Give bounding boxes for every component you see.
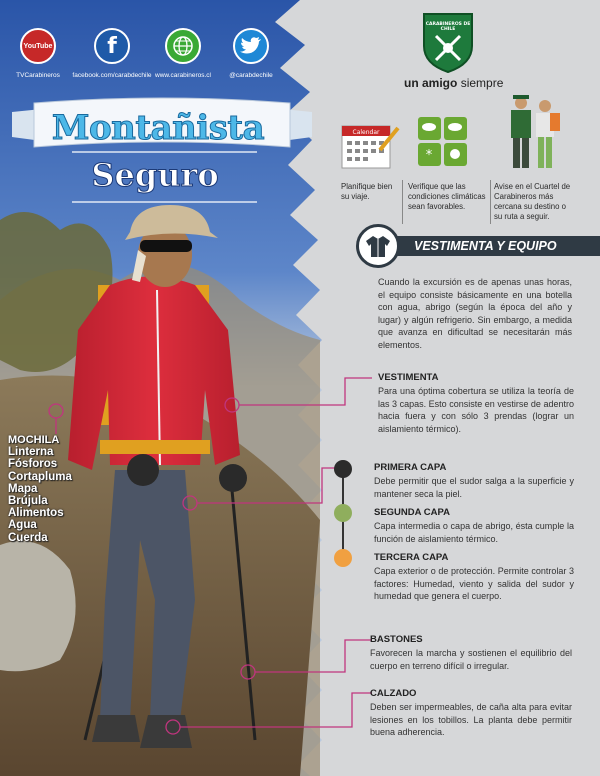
section-title: VESTIMENTA Y EQUIPO (414, 239, 557, 253)
tip-weather-text: Verifique que las condiciones climáticas sean favorables. (408, 182, 486, 211)
mochila-item: Alimentos (8, 507, 64, 520)
primera-capa-block (374, 462, 574, 500)
primera-capa-text: Debe permitir que el sudor salga a la superficie y mantener seca la piel. (374, 476, 574, 499)
vestimenta-title: VESTIMENTA (378, 372, 439, 383)
slogan-light: siempre (460, 76, 504, 90)
police-and-hiker-icon (505, 94, 563, 172)
jacket-icon (356, 224, 400, 268)
segunda-capa-text: Capa intermedia o capa de abrigo, ésta cumple la función de aislamiento térmico. (374, 521, 574, 544)
mochila-item: Fósforos (8, 458, 58, 471)
slogan (404, 76, 503, 90)
mochila-item: Cuerda (8, 531, 48, 544)
tercera-capa-text: Capa exterior o de protección. Permite controlar 3 factores: Humedad, viento y salida del sudor y humedad que genera el cuerpo. (374, 566, 574, 602)
vestimenta-block (378, 372, 574, 435)
weather-icons (417, 116, 469, 168)
mochila-item: Cortapluma (8, 470, 72, 483)
tercera-capa-dot (334, 549, 352, 567)
mochila-item: Brújula (8, 495, 48, 508)
tercera-capa-title: TERCERA CAPA (374, 552, 449, 563)
youtube-icon: YouTube (20, 28, 56, 64)
tip-divider (490, 180, 491, 224)
social-web-label: www.carabineros.cl (155, 72, 211, 79)
calzado-text: Deben ser impermeables, de caña alta para evitar lesiones en los tobillos. La planta debe permitir buena adherencia. (370, 702, 572, 738)
title-line2: Seguro (91, 156, 219, 194)
primera-capa-dot (334, 460, 352, 478)
tip-divider (402, 180, 403, 224)
mochila-title: MOCHILA (8, 434, 60, 446)
facebook-icon: f (94, 28, 130, 64)
svg-text:*: * (425, 148, 433, 163)
mochila-item: Linterna (8, 446, 54, 459)
svg-text:CHILE: CHILE (440, 27, 456, 32)
title-line1: Montañista (51, 108, 265, 148)
mochila-item: Agua (8, 519, 37, 532)
svg-text:CARABINEROS DE: CARABINEROS DE (425, 22, 471, 27)
social-youtube-label: TVCarabineros (16, 72, 60, 79)
slogan-bold: un amigo (404, 76, 458, 90)
calzado-block (370, 688, 572, 739)
intro-text: Cuando la excursión es de apenas unas horas, el equipo consiste básicamente en una botella con agua, abrigo (según la época del año y lugar) y algún refrigerio. Sin embargo, a medida que avanza en dificultad se necesitarán más elementos. (378, 277, 572, 350)
vestimenta-text: Para una óptima cobertura se utiliza la teoría de las 3 capas. Esto consiste en vestirse de adentro hacia fuera y con sólo 3 prendas (lograr un aislamiento térmico). (378, 386, 574, 434)
social-twitter-label: @carabdechile (229, 72, 273, 79)
social-facebook-label: facebook.com/carabdechile (72, 72, 152, 79)
segunda-capa-block (374, 507, 574, 545)
bastones-title: BASTONES (370, 634, 423, 645)
segunda-capa-dot (334, 504, 352, 522)
calzado-title: CALZADO (370, 688, 417, 699)
calendar-icon (340, 120, 402, 172)
tip-notify-text: Avise en el Cuartel de Carabineros más cercana su destino o su ruta a seguir. (494, 182, 571, 221)
primera-capa-title: PRIMERA CAPA (374, 462, 447, 473)
segunda-capa-title: SEGUNDA CAPA (374, 507, 451, 518)
bastones-block (370, 634, 572, 672)
tip-plan-text: Planifique bien su viaje. (341, 182, 393, 201)
carabineros-emblem-icon (420, 12, 476, 74)
svg-text:Calendar: Calendar (352, 129, 380, 136)
mochila-item: Mapa (8, 482, 38, 495)
tercera-capa-block (374, 552, 574, 603)
bastones-text: Favorecen la marcha y sostienen el equilibrio del cuerpo en terreno difícil o irregular. (370, 648, 572, 671)
